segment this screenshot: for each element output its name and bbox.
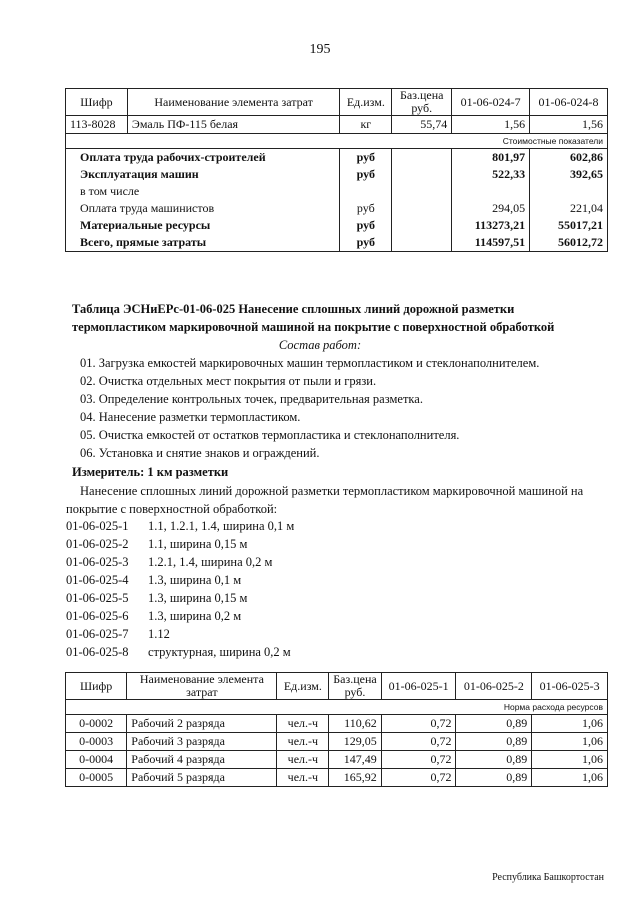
code-id: 01-06-025-7 <box>66 627 129 641</box>
cost-price <box>392 183 452 200</box>
col-header-price: Баз.цена руб. <box>329 673 381 700</box>
cell-value-2: 1,56 <box>530 116 608 134</box>
code-description: 1.3, ширина 0,15 м <box>148 591 248 605</box>
cost-value-1: 801,97 <box>452 149 530 167</box>
section-label-row <box>66 134 608 149</box>
code-id: 01-06-025-8 <box>66 645 129 659</box>
cost-price <box>392 217 452 234</box>
cost-price <box>392 234 452 252</box>
col-header-code: Шифр <box>66 673 127 700</box>
cell-value-1: 0,72 <box>381 769 456 787</box>
cell-code: 0-0005 <box>66 769 127 787</box>
col-header-code-3: 01-06-025-3 <box>532 673 608 700</box>
cell-code: 0-0003 <box>66 733 127 751</box>
meter-label: Измеритель: 1 км разметки <box>72 465 229 479</box>
cost-value-2: 392,65 <box>530 166 608 183</box>
cell-value-3: 1,06 <box>532 751 608 769</box>
cell-value-1: 0,72 <box>381 733 456 751</box>
table-row <box>66 733 608 751</box>
col-header-name: Наименование элемента затрат <box>127 673 277 700</box>
cell-name: Эмаль ПФ-115 белая <box>127 116 339 134</box>
work-items-list <box>80 356 539 464</box>
cost-value-1: 114597,51 <box>452 234 530 252</box>
col-header-unit: Ед.изм. <box>277 673 329 700</box>
footer-region: Республика Башкортостан <box>492 872 604 883</box>
cost-row <box>66 149 608 167</box>
cell-price: 165,92 <box>329 769 381 787</box>
cell-code: 0-0002 <box>66 715 127 733</box>
cost-value-2 <box>530 183 608 200</box>
code-description: 1.2.1, 1.4, ширина 0,2 м <box>148 555 273 569</box>
col-header-code-1: 01-06-025-1 <box>381 673 456 700</box>
table-title-line-1: Таблица ЭСНиЕРс-01-06-025 Нанесение сплошных линий дорожной разметки <box>72 302 515 316</box>
cell-name: Рабочий 5 разряда <box>127 769 277 787</box>
cost-rows <box>66 149 608 252</box>
cost-row <box>66 234 608 252</box>
code-id: 01-06-025-5 <box>66 591 129 605</box>
code-description: 1.12 <box>148 627 170 641</box>
cell-unit: чел.-ч <box>277 769 329 787</box>
cell-value-2: 0,89 <box>456 751 532 769</box>
cost-value-2: 602,86 <box>530 149 608 167</box>
cost-price <box>392 200 452 217</box>
resource-table-2 <box>65 672 608 787</box>
work-item: 04. Нанесение разметки термопластиком. <box>80 410 301 424</box>
cell-unit: чел.-ч <box>277 733 329 751</box>
code-id: 01-06-025-6 <box>66 609 129 623</box>
cell-unit: чел.-ч <box>277 715 329 733</box>
col-header-price: Баз.цена руб. <box>392 89 452 116</box>
cell-price: 110,62 <box>329 715 381 733</box>
col-header-code-2: 01-06-025-2 <box>456 673 532 700</box>
code-description: 1.1, 1.2.1, 1.4, ширина 0,1 м <box>148 519 295 533</box>
cost-value-1: 294,05 <box>452 200 530 217</box>
code-item <box>66 609 242 627</box>
cell-value-3: 1,06 <box>532 733 608 751</box>
cost-unit: руб <box>340 217 392 234</box>
cell-name: Рабочий 2 разряда <box>127 715 277 733</box>
cell-price: 55,74 <box>392 116 452 134</box>
work-item: 06. Установка и снятие знаков и ограждений. <box>80 446 320 460</box>
code-id: 01-06-025-1 <box>66 519 129 533</box>
work-item: 01. Загрузка емкостей маркировочных машин термопластиком и стеклонаполнителем. <box>80 356 540 370</box>
cost-value-1: 522,33 <box>452 166 530 183</box>
code-item <box>66 627 170 645</box>
table-row <box>66 715 608 733</box>
col-header-unit: Ед.изм. <box>340 89 392 116</box>
cost-unit: руб <box>340 234 392 252</box>
code-id: 01-06-025-4 <box>66 573 129 587</box>
cell-value-1: 0,72 <box>381 715 456 733</box>
cell-name: Рабочий 3 разряда <box>127 733 277 751</box>
cost-unit: руб <box>340 166 392 183</box>
cost-unit: руб <box>340 200 392 217</box>
table-row <box>66 751 608 769</box>
page-number: 195 <box>309 42 331 57</box>
cell-price: 129,05 <box>329 733 381 751</box>
code-id: 01-06-025-2 <box>66 537 129 551</box>
cell-value-2: 0,89 <box>456 715 532 733</box>
code-item <box>66 537 248 555</box>
cell-code: 0-0004 <box>66 751 127 769</box>
cost-value-1: 113273,21 <box>452 217 530 234</box>
composition-title: Состав работ: <box>278 338 362 352</box>
cost-value-2: 221,04 <box>530 200 608 217</box>
cost-value-2: 55017,21 <box>530 217 608 234</box>
cost-price <box>392 166 452 183</box>
description-line-1: Нанесение сплошных линий дорожной разметки термопластиком маркировочной машиной на <box>80 484 584 498</box>
cost-name: Эксплуатация машин <box>66 166 340 183</box>
code-item <box>66 591 248 609</box>
cost-row <box>66 183 608 200</box>
cell-code: 113-8028 <box>66 116 128 134</box>
work-item: 05. Очистка емкостей от остатков термопластика и стеклонаполнителя. <box>80 428 460 442</box>
cost-name: в том числе <box>66 183 340 200</box>
cost-name: Оплата труда машинистов <box>66 200 340 217</box>
cost-unit <box>340 183 392 200</box>
code-description: 1.3, ширина 0,1 м <box>148 573 242 587</box>
cell-unit: кг <box>340 116 392 134</box>
code-list <box>66 519 295 663</box>
code-description: 1.3, ширина 0,2 м <box>148 609 242 623</box>
code-item <box>66 573 242 591</box>
cell-name: Рабочий 4 разряда <box>127 751 277 769</box>
cost-row <box>66 217 608 234</box>
col-header-code-2: 01-06-024-8 <box>530 89 608 116</box>
table-row <box>66 769 608 787</box>
work-item: 02. Очистка отдельных мест покрытия от пыли и грязи. <box>80 374 377 388</box>
cell-value-2: 0,89 <box>456 733 532 751</box>
cost-unit: руб <box>340 149 392 167</box>
cell-value-3: 1,06 <box>532 715 608 733</box>
section-label-row <box>66 700 608 715</box>
table-header-row <box>66 89 608 116</box>
code-item <box>66 645 291 663</box>
code-item <box>66 555 273 573</box>
table-title-line-2: термопластиком маркировочной машиной на покрытие с поверхностной обработкой <box>72 320 555 334</box>
code-id: 01-06-025-3 <box>66 555 129 569</box>
cell-price: 147,49 <box>329 751 381 769</box>
labor-rows <box>66 715 608 787</box>
cost-price <box>392 149 452 167</box>
cost-row <box>66 166 608 183</box>
cost-value-2: 56012,72 <box>530 234 608 252</box>
col-header-code-1: 01-06-024-7 <box>452 89 530 116</box>
cost-name: Материальные ресурсы <box>66 217 340 234</box>
cell-value-1: 1,56 <box>452 116 530 134</box>
work-item: 03. Определение контрольных точек, предварительная разметка. <box>80 392 423 406</box>
table-header-row <box>66 673 608 700</box>
code-description: структурная, ширина 0,2 м <box>148 645 291 659</box>
table-row <box>66 116 608 134</box>
cost-row <box>66 200 608 217</box>
cost-name: Всего, прямые затраты <box>66 234 340 252</box>
section-label: Стоимостные показатели <box>66 134 608 149</box>
cost-name: Оплата труда рабочих-строителей <box>66 149 340 167</box>
code-item <box>66 519 295 537</box>
col-header-name: Наименование элемента затрат <box>127 89 339 116</box>
code-description: 1.1, ширина 0,15 м <box>148 537 248 551</box>
col-header-code: Шифр <box>66 89 128 116</box>
resource-table-1 <box>65 88 608 252</box>
cost-value-1 <box>452 183 530 200</box>
section-label: Норма расхода ресурсов <box>66 700 608 715</box>
cell-value-2: 0,89 <box>456 769 532 787</box>
description-line-2: покрытие с поверхностной обработкой: <box>66 502 278 516</box>
cell-value-3: 1,06 <box>532 769 608 787</box>
cell-value-1: 0,72 <box>381 751 456 769</box>
cell-unit: чел.-ч <box>277 751 329 769</box>
